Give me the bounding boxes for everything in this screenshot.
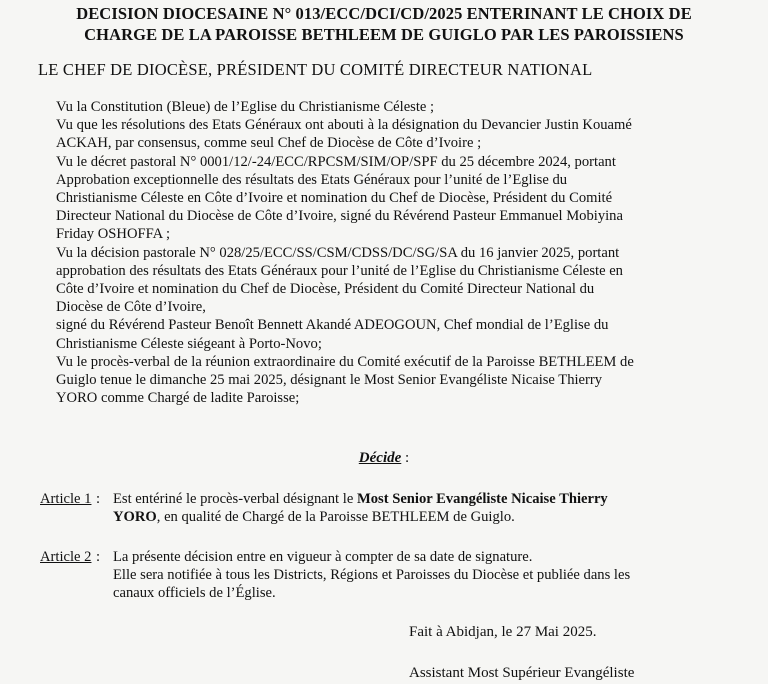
article-1-label [40,490,91,508]
article-1-separator: : [96,491,101,507]
document-title [20,3,748,45]
vu-line: Vu le décret pastoral N° 0001/12/-24/ECC/RPCSM/SIM/OP/SPF du 25 décembre 2024, portant [56,153,616,170]
vu-line: Christianisme Céleste siégeant à Porto-Novo; [56,335,322,352]
article-1-line [113,508,752,526]
article-2-text [96,548,752,603]
vu-line: Vu la décision pastorale N° 028/25/ECC/SS/CSM/CDSS/DC/SG/SA du 16 janvier 2025, portant [56,244,620,261]
article-2-label-text: Article 2 [40,549,92,565]
article-1-label-text: Article 1 [40,491,92,507]
article-2-separator: : [96,549,101,565]
vu-line: Christianisme Céleste en Côte d’Ivoire et nomination du Chef de Diocèse, Président du Comité [56,190,613,207]
vu-section [14,98,750,407]
vu-item [14,353,750,408]
vu-item [14,153,750,244]
article-1-bold-a: Most Senior Evangéliste Nicaise Thierry [356,491,608,507]
title-line-1: DECISION DIOCESAINE N° 013/ECC/DCI/CD/2025 ENTERINANT LE CHOIX DE [76,4,692,23]
vu-line: ACKAH, par consensus, comme seul Chef de Diocèse de Côte d’Ivoire ; [56,135,482,152]
vu-item [14,116,750,152]
decide-colon: : [401,450,410,466]
article-1-line [113,490,752,508]
authority-heading: LE CHEF DE DIOCÈSE, PRÉSIDENT DU COMITÉ DIRECTEUR NATIONAL [38,60,593,79]
article-2-line: Elle sera notifiée à tous les Districts, Régions et Paroisses du Diocèse et publiée dans les [113,567,631,584]
vu-line: approbation des résultats des Etats Généraux pour l’unité de l’Eglise du Christianisme Céleste en [56,262,623,279]
vu-item [14,244,750,353]
vu-line: signé du Révérend Pasteur Benoît Bennett Akandé ADEOGOUN, Chef mondial de l’Eglise du [56,317,609,334]
vu-item [14,98,750,116]
vu-line: Vu que les résolutions des Etats Généraux ont abouti à la désignation du Devancier Justin Kouamé [56,117,632,134]
vu-line: Vu le procès-verbal de la réunion extraordinaire du Comité exécutif de la Paroisse BETHLEEM de [56,353,634,370]
vu-line: Diocèse de Côte d’Ivoire, [56,299,206,316]
article-2-line: canaux officiels de l’Église. [113,585,276,602]
place-date: Fait à Abidjan, le 27 Mai 2025. [409,624,597,640]
vu-line: Directeur National du Diocèse de Côte d’Ivoire, signé du Révérend Pasteur Emmanuel Mobiyina [56,208,623,225]
article-1-bold-b: YORO [113,509,157,526]
article-1-text [96,490,752,526]
article-1-text-b: , en qualité de Chargé de la Paroisse BETHLEEM de Guiglo. [156,509,515,526]
article-2-line: La présente décision entre en vigueur à compter de sa date de signature. [113,549,533,565]
decide-heading [0,450,768,467]
title-line-2: CHARGE DE LA PAROISSE BETHLEEM DE GUIGLO PAR LES PAROISSIENS [84,25,684,44]
decide-word: Décide [358,450,402,466]
vu-line: Friday OSHOFFA ; [56,226,171,243]
signatory-title: Assistant Most Supérieur Evangéliste [409,665,635,681]
article-2 [40,548,752,603]
vu-line: Côte d’Ivoire et nomination du Chef de Diocèse, Président du Comité Directeur National du [56,281,595,298]
vu-line: YORO comme Chargé de ladite Paroisse; [56,390,300,407]
vu-line: Vu la Constitution (Bleue) de l’Eglise du Christianisme Céleste ; [56,99,435,115]
article-2-label [40,548,91,566]
article-1-text-a: Est entériné le procès-verbal désignant le [113,491,357,507]
vu-line: Guiglo tenue le dimanche 25 mai 2025, désignant le Most Senior Evangéliste Nicaise Thierry [56,372,603,389]
article-1 [40,490,752,526]
vu-line: Approbation exceptionnelle des résultats des Etats Généraux pour l’unité de l’Eglise du [56,171,568,188]
